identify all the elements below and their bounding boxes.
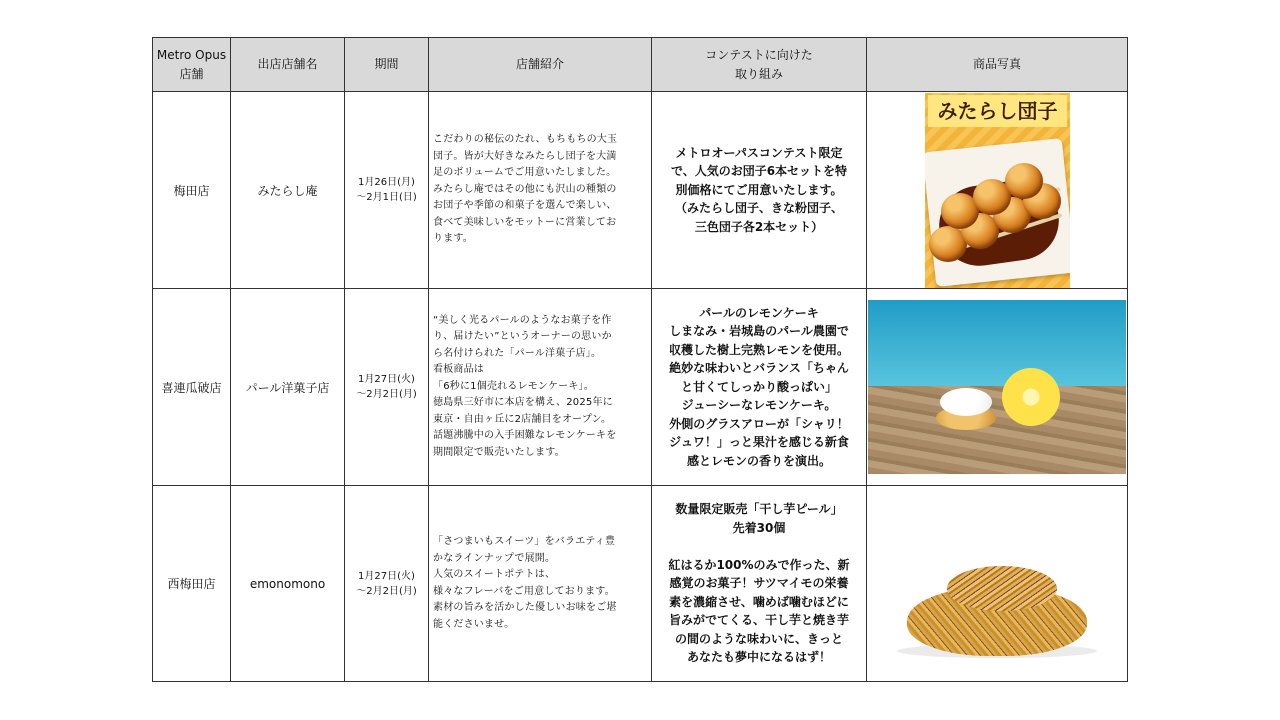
effort-cell: 数量限定販売「干し芋ピール」 先着30個 紅はるか100%のみで作った、新 感覚のお菓子！サツマイモの栄養 素を濃縮させ、噛めば噛むほどに 旨みがでてくる、干し芋と焼き芋 の間のような味わいに、きっと あなたも夢中になるはず！	[652, 486, 867, 682]
mitarashi-dango-photo	[925, 93, 1070, 288]
store-cell: 喜連瓜破店	[153, 289, 231, 486]
period-cell: 1月27日(火) ～2月2日(月)	[345, 289, 429, 486]
wood-board	[868, 386, 1126, 474]
effort-cell: パールのレモンケーキ しまなみ・岩城島のパール農園で 収穫した樹上完熟レモンを使用。 絶妙な味わいとバランス「ちゃん と甘くてしっかり酸っぱい」 ジューシーなレモンケーキ。 外側のグラスアローが「シャリ！ ジュワ！」っと果汁を感じる新食 感とレモンの香りを演出。	[652, 289, 867, 486]
dango-ball	[1005, 163, 1043, 199]
period-cell: 1月26日(月) ～2月1日(日)	[345, 92, 429, 289]
dango-sign-text: みたらし団子	[928, 95, 1067, 127]
intro-cell: “美しく光るパールのようなお菓子を作 り、届けたい”というオーナーの思いか ら名付けられた「パール洋菓子店」。 看板商品は 「6秒に1個売れるレモンケーキ」。 徳島県三好市に本店を構え、2025年に 東京・自由ヶ丘に2店舗目をオープン。 話題沸騰中の入手困難なレモンケーキを 期間限定で販売いたします。	[429, 289, 652, 486]
store-table	[152, 37, 1128, 682]
table-row	[153, 92, 1128, 289]
header-intro: 店舗紹介	[429, 38, 652, 92]
store-cell: 西梅田店	[153, 486, 231, 682]
header-shop-name: 出店店舗名	[231, 38, 345, 92]
intro-cell: 「さつまいもスイーツ」をバラエティ豊 かなラインナップで展開。 人気のスイートポテトは、 様々なフレーバをご用意しております。 素材の旨みを活かした優しいお味をご堪 能くださいませ。	[429, 486, 652, 682]
shop-name-cell: みたらし庵	[231, 92, 345, 289]
lemon-slice	[1002, 368, 1060, 426]
period-cell: 1月27日(火) ～2月2日(月)	[345, 486, 429, 682]
photo-cell	[867, 486, 1128, 682]
header-effort: コンテストに向けた 取り組み	[652, 38, 867, 92]
effort-cell: メトロオーパスコンテスト限定 で、人気のお団子6本セットを特 別価格にてご用意いたします。 （みたらし団子、きな粉団子、 三色団子各2本セット）	[652, 92, 867, 289]
hoshiimo-peel-photo	[887, 566, 1107, 656]
header-photo: 商品写真	[867, 38, 1128, 92]
header-row	[153, 38, 1128, 92]
table-row	[153, 289, 1128, 486]
lemon-cake	[936, 388, 996, 430]
photo-cell	[867, 92, 1128, 289]
shop-name-cell: パール洋菓子店	[231, 289, 345, 486]
shop-name-cell: emonomono	[231, 486, 345, 682]
photo-cell	[867, 289, 1128, 486]
intro-cell: こだわりの秘伝のたれ、もちもちの大玉 団子。皆が大好きなみたらし団子を大満 足のボリュームでご用意いたしました。 みたらし庵ではその他にも沢山の種類の お団子や季節の和菓子を選んで楽しい、 食べて美味しいをモットーに営業してお ります。	[429, 92, 652, 289]
header-store: Metro Opus 店舗	[153, 38, 231, 92]
store-cell: 梅田店	[153, 92, 231, 289]
table-row	[153, 486, 1128, 682]
lemon-cake-photo	[868, 300, 1126, 474]
header-period: 期間	[345, 38, 429, 92]
